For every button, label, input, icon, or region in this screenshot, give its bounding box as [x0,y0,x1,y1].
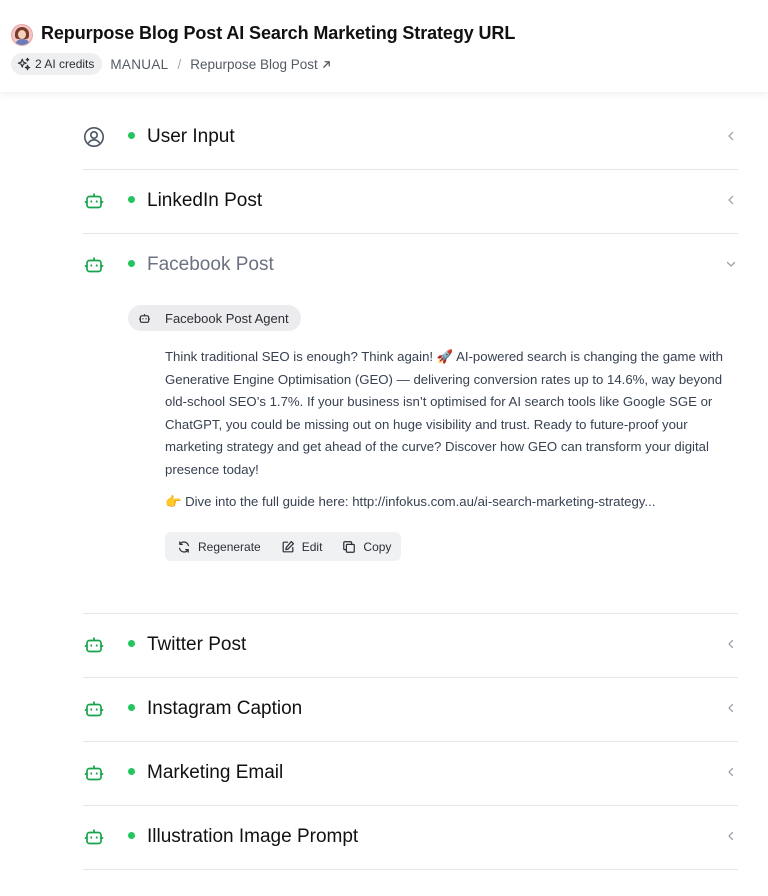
copy-label: Copy [363,539,392,554]
step-row-instagram-caption[interactable] [83,678,738,742]
status-dot [128,704,135,711]
status-dot [128,132,135,139]
step-label: LinkedIn Post [147,190,263,211]
external-link-icon [321,59,332,70]
user-circle-icon [83,126,105,148]
regenerate-label: Regenerate [198,539,261,554]
edit-button[interactable] [281,540,323,554]
output-actions-toolbar [165,532,401,561]
breadcrumb [11,53,332,75]
avatar[interactable] [11,24,33,46]
sparkles-icon [17,57,31,71]
step-row-linkedin-post[interactable] [83,170,738,234]
page-title: Repurpose Blog Post AI Search Marketing Strategy URL [41,23,516,43]
step-row-twitter-post[interactable] [83,613,738,678]
status-dot [128,640,135,647]
workflow-link-label: Repurpose Blog Post [190,56,318,72]
chevron-left-icon[interactable] [726,831,736,841]
chevron-left-icon[interactable] [726,195,736,205]
step-row-marketing-email[interactable] [83,742,738,806]
refresh-icon [177,540,191,554]
robot-icon [83,254,105,276]
chevron-left-icon[interactable] [726,131,736,141]
agent-chip [128,305,301,331]
step-label: Illustration Image Prompt [147,826,359,847]
agent-output-text: Think traditional SEO is enough? Think again! 🚀 AI-powered search is changing the game with Generative Engine Optimisation (GEO) — delivering conversion rates up to 14.6%, way beyond old-school SEO’s 1.7%. If your business isn’t optimised for AI search tools like Google SGE or ChatGPT, you could be missing out on huge visibility and trust. Ready to future-proof your marketing strategy and get ahead of the curve? Discover how GEO can transform your digital presence today! [165,349,723,477]
regenerate-button[interactable] [177,540,261,554]
chevron-left-icon[interactable] [726,703,736,713]
breadcrumb-separator: / [177,56,182,72]
robot-icon [83,190,105,212]
ai-credits-badge [11,53,102,75]
edit-icon [281,540,295,554]
workflow-link[interactable] [190,57,332,72]
chevron-down-icon[interactable] [726,259,736,269]
step-label: Facebook Post [147,254,274,275]
ai-credits-label: 2 AI credits [35,57,95,71]
robot-icon [83,634,105,656]
step-row-facebook-post[interactable] [83,234,738,298]
page-header [0,0,768,92]
step-label: User Input [147,126,235,147]
agent-output-link-line: 👉 Dive into the full guide here: http://infokus.com.au/ai-search-marketing-strategy... [165,494,656,509]
edit-label: Edit [301,539,323,554]
status-dot [128,832,135,839]
status-dot [128,768,135,775]
robot-icon [83,698,105,720]
step-label: Instagram Caption [147,698,303,719]
step-row-user-input[interactable] [83,106,738,170]
robot-icon [83,826,105,848]
chevron-left-icon[interactable] [726,767,736,777]
chevron-left-icon[interactable] [726,639,736,649]
robot-icon [83,762,105,784]
step-label: Twitter Post [147,634,247,655]
copy-icon [342,540,356,554]
status-dot [128,260,135,267]
copy-button[interactable] [342,540,391,554]
status-dot [128,196,135,203]
step-row-illustration-image-prompt[interactable] [83,806,738,870]
breadcrumb-mode: MANUAL [110,56,169,72]
agent-name: Facebook Post Agent [165,310,289,326]
step-label: Marketing Email [147,762,284,783]
robot-icon [138,312,151,325]
